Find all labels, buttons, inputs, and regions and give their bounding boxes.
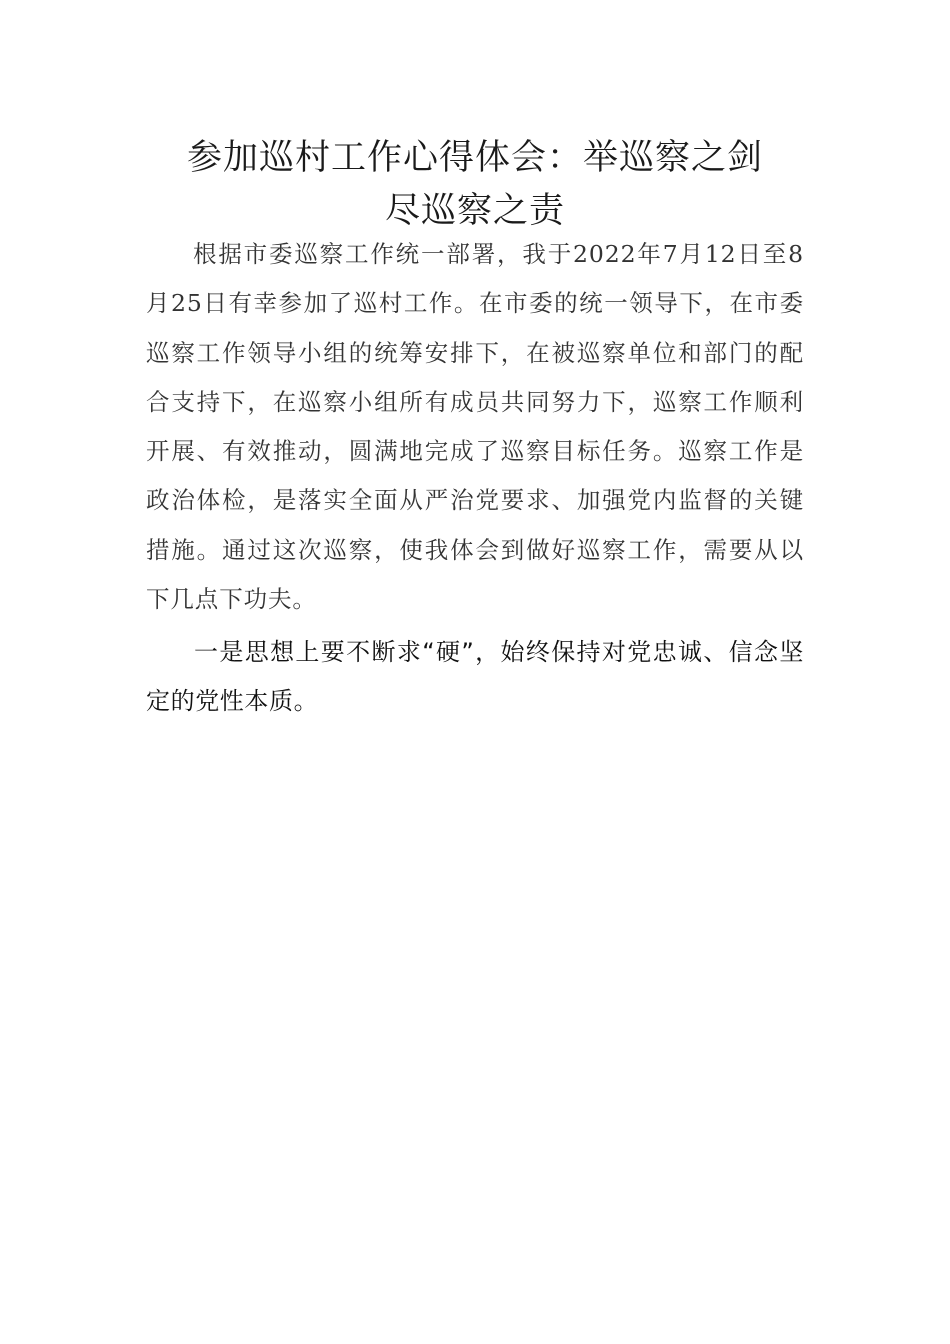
document-title-line-1: 参加巡村工作心得体会：举巡察之剑 <box>186 138 763 178</box>
intro-paragraph: 根据市委巡察工作统一部署，我于2022年7月12日至8月25日有幸参加了巡村工作。在市委的统一领导下，在市委巡察工作领导小组的统筹安排下，在被巡察单位和部门的配合支持下，在巡察小组所有成员共同努力下，巡察工作顺利开展、有效推动，圆满地完成了巡察目标任务。巡察工作是政治体检，是落实全面从严治党要求、加强党内监督的关键措施。通过这次巡察，使我体会到做好巡察工作，需要从以下几点下功夫。 <box>146 240 804 614</box>
point-one-paragraph: 一是思想上要不断求“硬”，始终保持对党忠诚、信念坚定的党性本质。 <box>146 638 804 715</box>
document-title-line-2: 尽巡察之责 <box>384 191 565 231</box>
